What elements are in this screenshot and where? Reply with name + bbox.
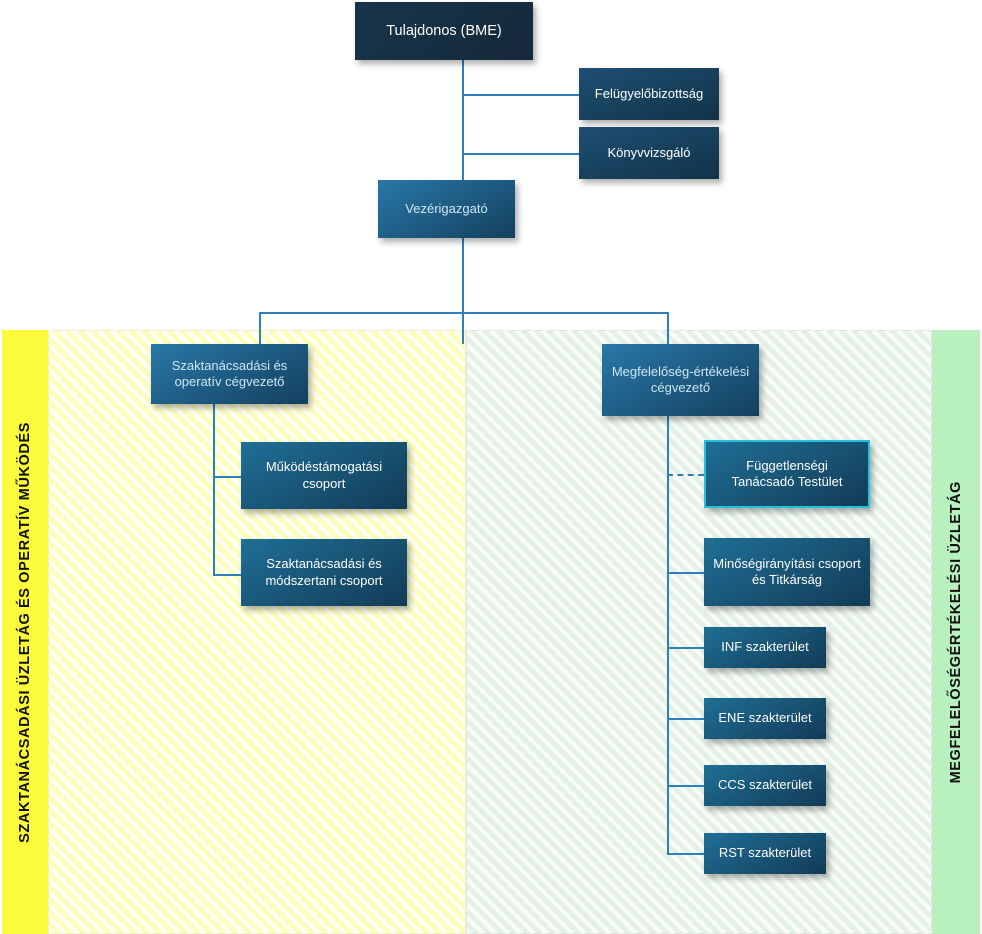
node-ene-area[interactable]: [704, 698, 826, 739]
connector-compliance-to-ene: [667, 718, 704, 720]
node-independence-board-label: Függetlenségi Tanácsadó Testület: [731, 457, 843, 489]
connector-compliance-to-ccs: [667, 785, 704, 787]
node-rst-area-label: RST szakterület: [718, 845, 812, 861]
connector-compliance-to-rst: [667, 853, 704, 855]
node-ccs-area[interactable]: [704, 765, 826, 806]
node-ccs-area-label: CCS szakterület: [718, 777, 812, 793]
node-owner[interactable]: [355, 2, 533, 60]
node-operations-support-group-label: Működéstámogatási csoport: [265, 459, 383, 491]
compliance-business-band: [466, 330, 932, 934]
connector-owner-auditor: [462, 153, 579, 155]
node-ene-area-label: ENE szakterület: [718, 710, 812, 726]
connector-owner-supervisory: [462, 94, 579, 96]
node-owner-label: Tulajdonos (BME): [386, 22, 502, 39]
node-operations-support-group[interactable]: [241, 442, 407, 509]
connector-ceo-split: [259, 312, 669, 314]
node-compliance-director[interactable]: [602, 344, 759, 416]
connector-compliance-to-inf: [667, 647, 704, 649]
connector-compliance-to-independence: [667, 474, 704, 476]
node-consulting-method-group-label: Szaktanácsadási és módszertani csoport: [265, 556, 383, 588]
compliance-business-label-strip: [932, 330, 980, 934]
node-rst-area[interactable]: [704, 833, 826, 874]
connector-ceo-left-drop: [259, 312, 261, 344]
consulting-business-label: SZAKTANÁCSADÁSI ÜZLETÁG ÉS OPERATÍV MŰKÖDÉS: [17, 421, 33, 843]
node-consulting-method-group[interactable]: [241, 539, 407, 606]
node-supervisory-board-label: Felügyelőbizottság: [594, 85, 704, 101]
connector-ceo-right-drop: [667, 312, 669, 344]
node-ceo[interactable]: [378, 180, 515, 238]
consulting-business-label-strip: [2, 330, 48, 934]
node-quality-group[interactable]: [704, 538, 870, 606]
connector-consulting-stub: [213, 404, 215, 410]
compliance-business-label: MEGFELELŐSÉGÉRTÉKELÉSI ÜZLETÁG: [948, 480, 964, 784]
connector-consulting-to-method: [213, 574, 241, 576]
connector-consulting-trunk: [213, 404, 215, 576]
node-inf-area[interactable]: [704, 627, 826, 668]
node-auditor-label: Könyvvizsgáló: [607, 144, 691, 160]
connector-compliance-trunk: [667, 416, 669, 854]
node-compliance-director-label: Megfelelőség-értékelési cégvezető: [611, 363, 750, 395]
node-inf-area-label: INF szakterület: [721, 639, 809, 655]
node-consulting-director-label: Szaktanácsadási és operatív cégvezető: [171, 357, 288, 389]
connector-compliance-to-quality: [667, 572, 704, 574]
connector-owner-ceo: [462, 60, 464, 180]
connector-ceo-down: [462, 238, 464, 344]
consulting-business-band: [48, 330, 466, 934]
node-supervisory-board[interactable]: [579, 68, 719, 120]
node-auditor[interactable]: [579, 127, 719, 179]
node-ceo-label: Vezérigazgató: [405, 200, 488, 216]
node-quality-group-label: Minőségirányítási csoport és Titkárság: [713, 555, 861, 587]
connector-consulting-to-opsupport: [213, 476, 241, 478]
node-consulting-director[interactable]: [151, 344, 308, 404]
node-independence-board[interactable]: [704, 440, 870, 508]
